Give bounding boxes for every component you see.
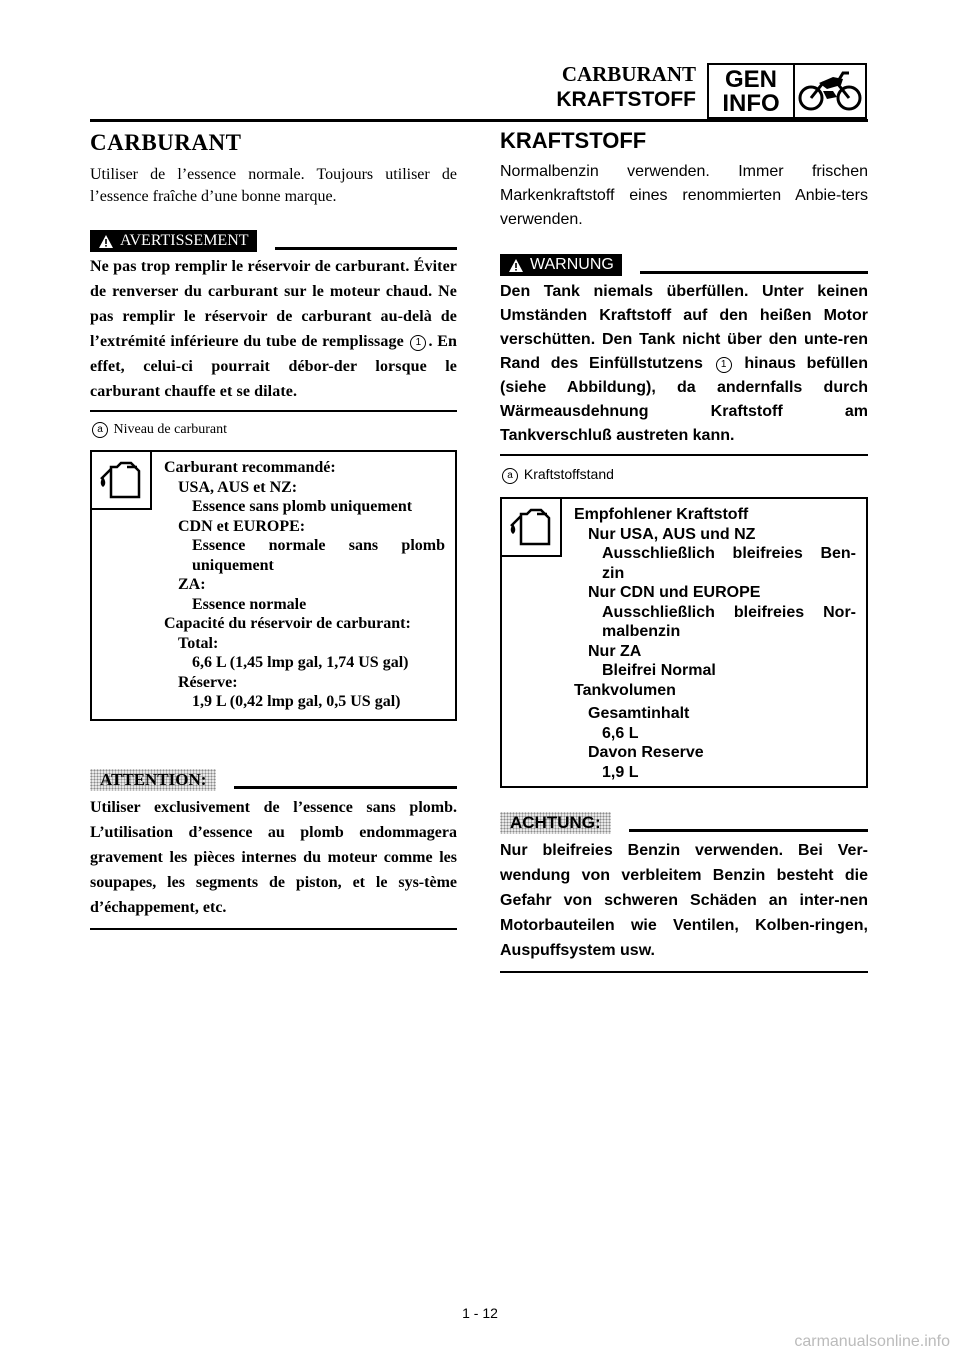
spec-box-fr [90,450,457,721]
spec-line: Tankvolumen [574,681,676,699]
spec-body-fr [152,452,455,719]
caution-text-fr: Utiliser exclusivement de l’essence sans plomb. L’utilisation d’essence au plomb endommagera gravement les pièces internes du moteur comme les soupapes, les segments de piston, et le sys-tème d’échappement, etc. [90,799,457,916]
legend-de [500,466,868,484]
spec-line: Capacité du réservoir de carburant: [164,615,411,632]
motorcycle-icon [795,65,865,117]
header-rule [90,119,868,122]
german-column [500,128,868,973]
caution-end-rule-fr [90,928,457,930]
gen-info-label [709,65,795,117]
warning-label-fr: AVERTISSEMENT [120,232,249,249]
warning-text-fr [90,254,457,404]
spec-line: Réserve: [178,673,238,691]
spec-line: Total: [178,634,219,652]
warning-badge-fr [90,230,257,252]
spec-line: Essence normale [192,595,307,613]
watermark: carmanualsonline.info [794,1333,950,1350]
warning-badge-de [500,254,622,276]
spec-line: Essence normale sans plomb [192,537,445,554]
fuel-can-icon [502,499,562,557]
spec-line: Davon Reserve [588,744,704,761]
caution-label-de: ACHTUNG: [500,812,611,834]
spec-line: Ausschließlich bleifreies Ben- [602,545,856,562]
spec-line: Gesamtinhalt [588,705,690,722]
warning-rule-de [640,271,868,274]
warning-text-fr-1: Ne pas trop remplir le réservoir de carburant. Éviter de renverser du carburant sur le moteur chaud. Ne pas remplir le réservoir de carburant au-delà de l’extrémité inférieure du tube de remplissage [90,258,457,350]
warning-end-rule-de [500,454,868,456]
caution-text-de: Nur bleifreies Benzin verwenden. Bei Ver-wendung von verbleitem Benzin besteht die Gefahr von schweren Schäden an inter-nen Motorbauteilen wie Ventilen, Kolben-ringen, Auspuffsystem usw. [500,842,868,959]
gen-label: GEN [724,66,777,93]
warning-text-de-2: hinaus befüllen (siehe Abbildung), da andernfalls durch Wärmeausdehnung Kraftstoff am Tankverschluß austreten kann. [500,355,868,444]
header-title-fr: CARBURANT [561,62,696,86]
warning-icon [508,258,524,273]
spec-line: malbenzin [602,623,681,640]
caution-rule-de [629,829,868,832]
spec-line: Nur CDN und EUROPE [588,584,761,601]
legend-fr [90,422,457,438]
spec-line: 6,6 L (1,45 lmp gal, 1,74 US gal) [192,654,409,671]
spec-line: USA, AUS et NZ: [178,478,298,496]
fuel-can-icon [92,452,152,510]
warning-icon [98,234,114,249]
spec-line: Essence sans plomb uniquement [192,498,413,515]
section-title-de: KRAFTSTOFF [500,128,647,153]
spec-line: ZA: [178,576,206,593]
spec-line: Bleifrei Normal [602,662,716,679]
spec-line: 6,6 L [602,724,639,742]
header-title-de: KRAFTSTOFF [556,88,696,111]
warning-header-de [500,254,868,276]
warning-rule-fr [275,247,457,250]
spec-line: CDN et EUROPE: [178,517,306,535]
spec-line: zin [602,564,625,582]
caution-header-de [500,812,868,834]
warning-header-fr [90,230,457,252]
legend-text-fr: Niveau de carburant [113,422,227,437]
spec-line: Nur USA, AUS und NZ [588,525,756,543]
warning-label-de: WARNUNG [530,256,614,273]
caution-header-fr [90,769,457,791]
callout-marker: 1 [716,357,732,373]
spec-box-de [500,497,868,788]
warning-text-de-1: Den Tank niemals überfüllen. Unter keinen Umständen Kraftstoff auf den heißen Motor verschütten. Den Tank nicht über den unte-ren Rand des Einfüllstutzens [500,283,868,372]
legend-marker: a [502,468,518,484]
spec-body-de [562,499,866,786]
spec-line: Ausschließlich bleifreies Nor- [602,603,856,621]
legend-marker: a [92,422,108,438]
intro-fr: Utiliser de l’essence normale. Toujours utiliser de l’essence fraîche d’une bonne marque. [90,166,457,205]
info-label: INFO [722,90,780,117]
caution-rule-fr [234,786,457,789]
intro-de: Normalbenzin verwenden. Immer frischen Markenkraftstoff eines renommierten Anbie-ters verwenden. [500,163,868,228]
spec-line: Carburant recommandé: [164,459,336,476]
page-number: 1 - 12 [462,1305,498,1321]
spec-line: uniquement [192,556,274,574]
gen-info-badge [707,63,867,119]
warning-end-rule-fr [90,410,457,412]
callout-marker: 1 [410,335,426,351]
spec-line: 1,9 L [602,763,639,781]
spec-line: Nur ZA [588,642,642,660]
warning-text-fr-2: . En effet, celui-ci pourrait débor-der lorsque le carburant chauffe et se dilate. [90,333,457,400]
section-title-fr: CARBURANT [90,130,242,155]
spec-line: Empfohlener Kraftstoff [574,506,749,523]
warning-text-de [500,280,868,448]
caution-label-fr: ATTENTION: [90,769,216,791]
spec-line: 1,9 L (0,42 lmp gal, 0,5 US gal) [192,693,401,710]
french-column [90,130,457,930]
legend-text-de: Kraftstoffstand [523,466,614,482]
caution-end-rule-de [500,971,868,973]
